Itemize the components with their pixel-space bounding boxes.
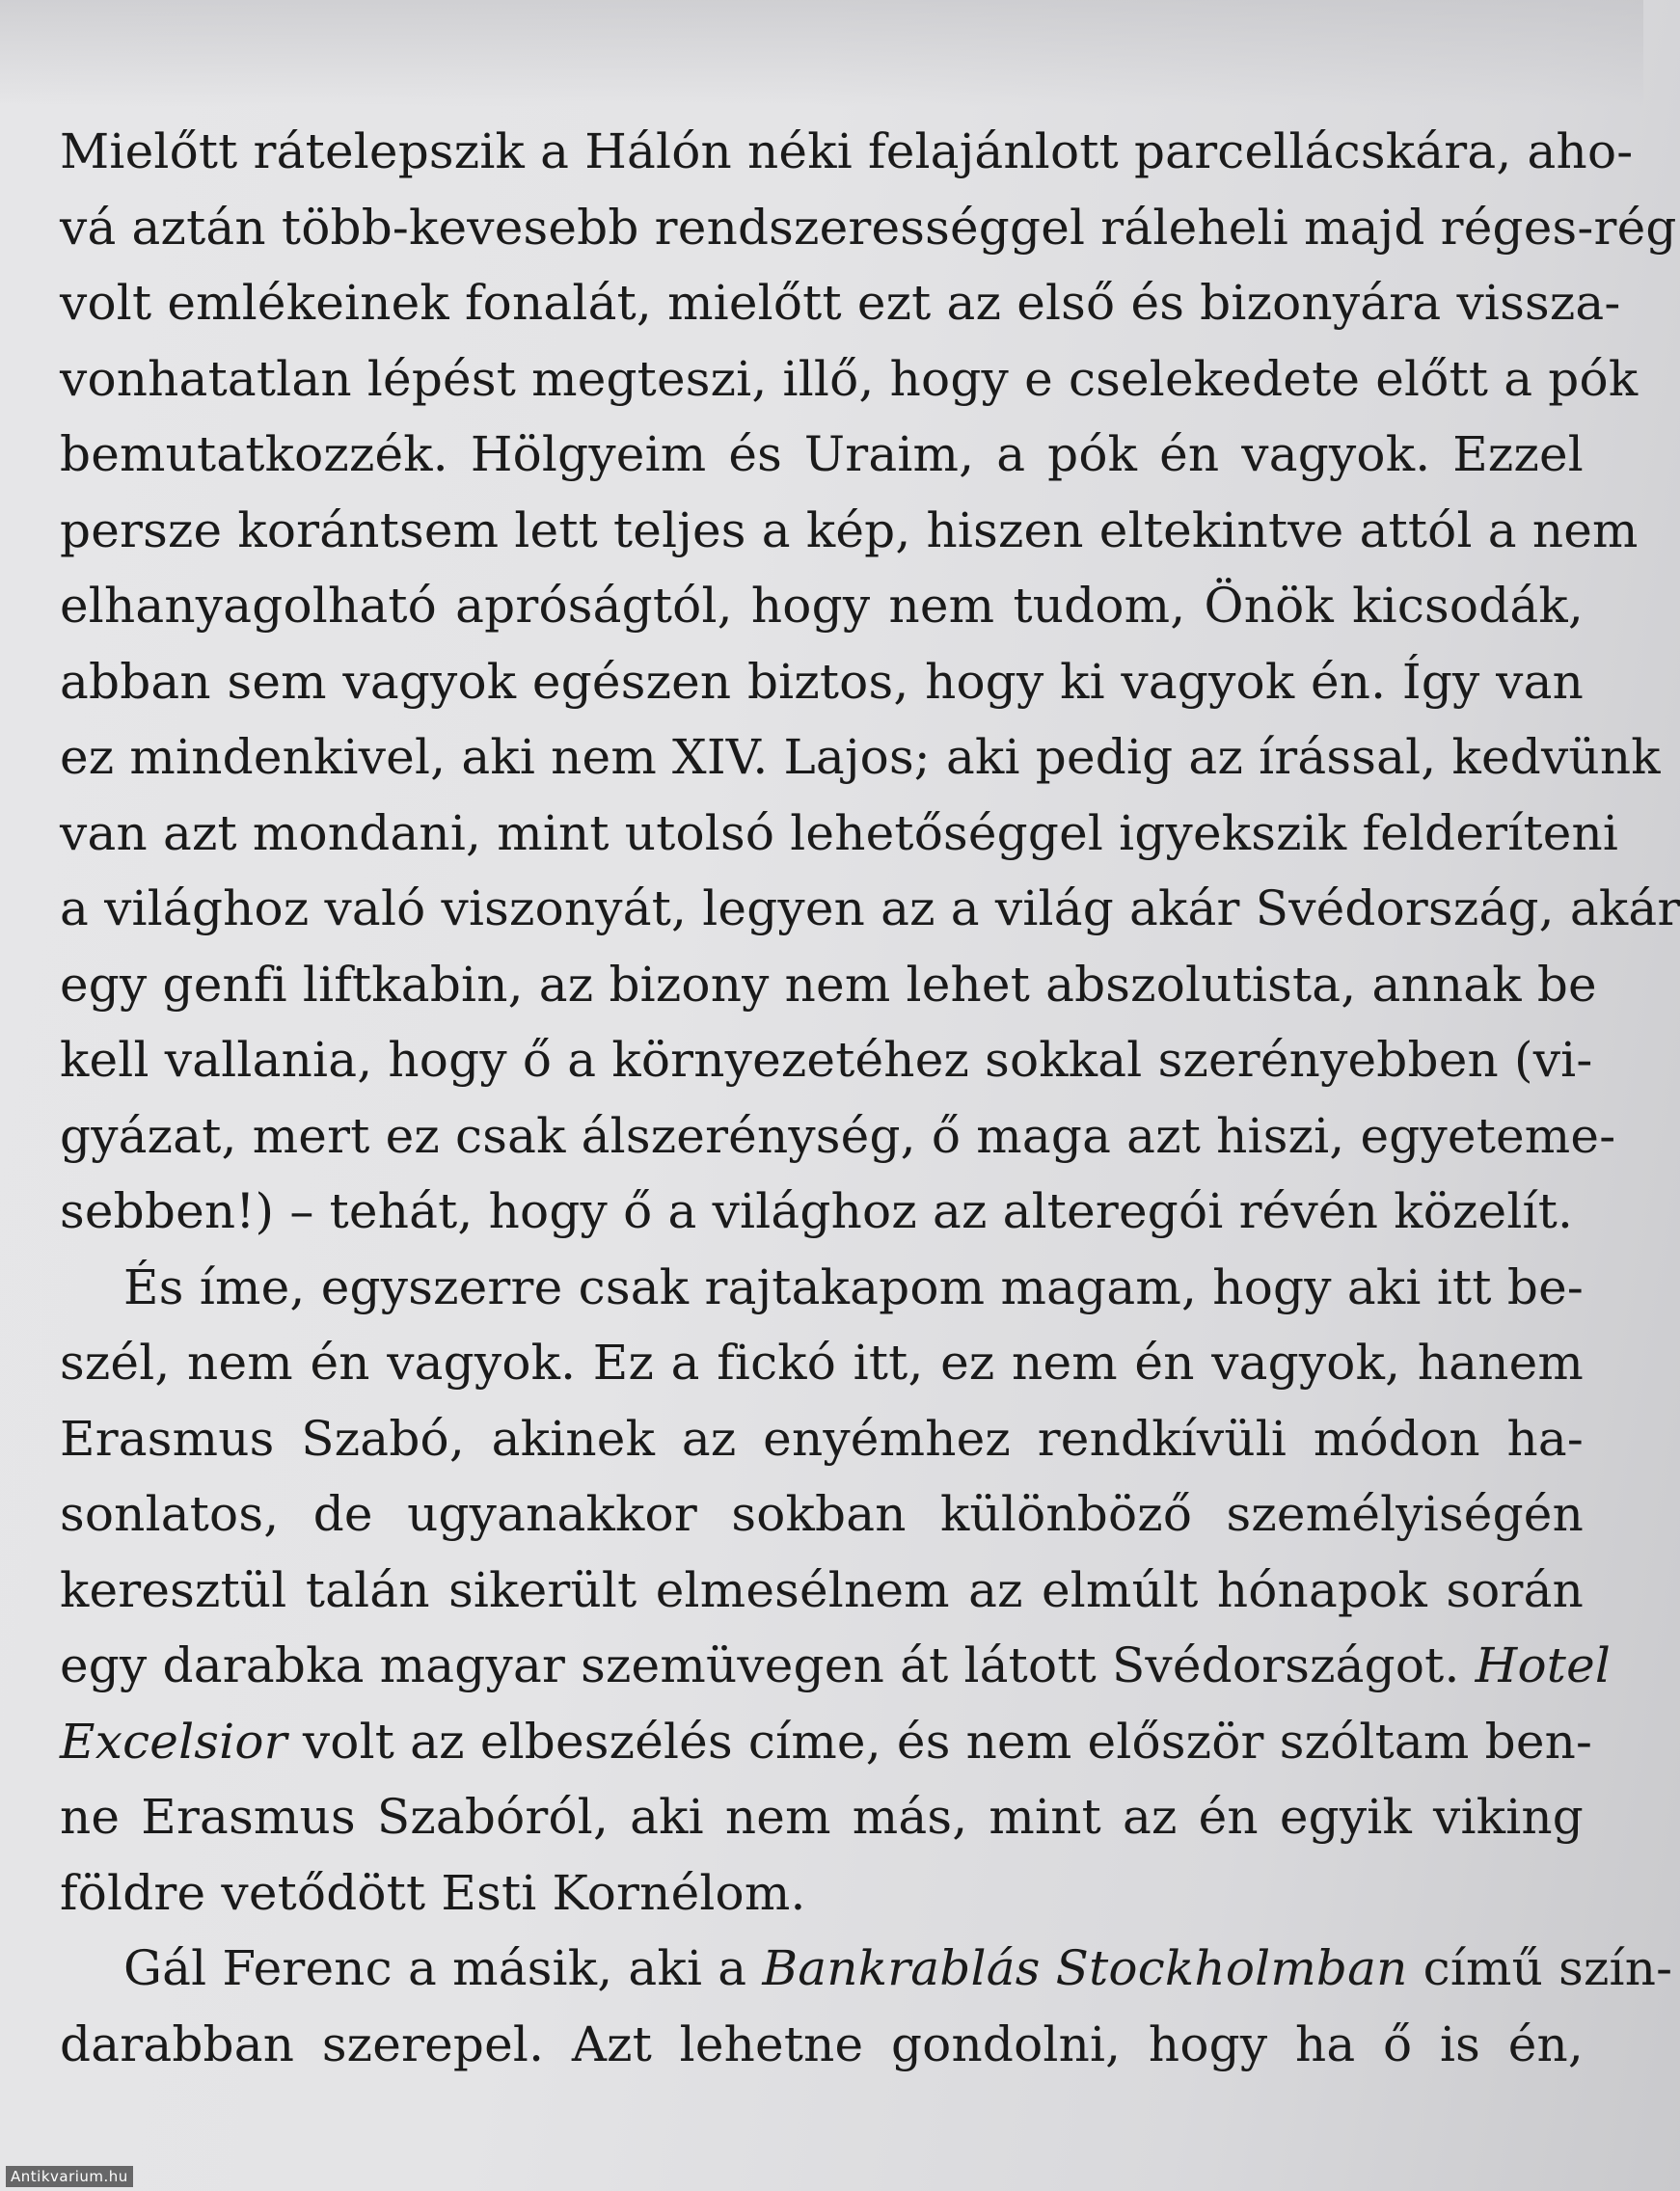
text-line: Mielőtt rátelepszik a Hálón néki felajánlott parcellácskára, aho-: [60, 123, 1634, 179]
text-line: ne Erasmus Szabóról, aki nem más, mint az én egyik viking: [60, 1789, 1584, 1845]
text-line: elhanyagolható apróságtól, hogy nem tudom, Önök kicsodák,: [60, 578, 1584, 634]
text-line: gyázat, mert ez csak álszerénység, ő maga azt hiszi, egyeteme-: [60, 1107, 1616, 1164]
text-line: Erasmus Szabó, akinek az enyémhez rendkívüli módon ha-: [60, 1410, 1584, 1467]
text-segment: volt az elbeszélés címe, és nem először szóltam ben-: [302, 1713, 1593, 1770]
italic-title: Bankrablás Stockholmban: [762, 1940, 1408, 1996]
text-segment: egy darabka magyar szemüvegen át látott Svédországot.: [60, 1637, 1460, 1693]
text-line: szél, nem én vagyok. Ez a fickó itt, ez nem én vagyok, hanem: [60, 1335, 1584, 1391]
page-body-text: [60, 114, 1680, 2082]
text-line: [60, 1931, 1673, 2007]
text-line: volt emlékeinek fonalát, mielőtt ezt az első és bizonyára vissza-: [60, 275, 1621, 331]
text-line: [60, 1628, 1612, 1704]
text-line: egy genfi liftkabin, az bizony nem lehet abszolutista, annak be: [60, 956, 1597, 1013]
text-line: abban sem vagyok egészen biztos, hogy ki vagyok én. Így van: [60, 653, 1584, 710]
bleed-through-shadow: [0, 0, 1643, 106]
text-line: van azt mondani, mint utolsó lehetőséggel igyekszik felderíteni: [60, 804, 1619, 861]
text-segment: című szín-: [1423, 1940, 1673, 1996]
italic-title: Hotel: [1475, 1637, 1612, 1693]
text-line: vonhatatlan lépést megteszi, illő, hogy e cselekedete előtt a pók: [60, 350, 1639, 407]
text-line: keresztül talán sikerült elmesélnem az elmúlt hónapok során: [60, 1561, 1584, 1618]
text-segment: Gál Ferenc a másik, aki a: [123, 1940, 747, 1996]
text-line: persze korántsem lett teljes a kép, hiszen eltekintve attól a nem: [60, 501, 1639, 558]
text-line: darabban szerepel. Azt lehetne gondolni, hogy ha ő is én,: [60, 2015, 1584, 2072]
text-line: [60, 1704, 1593, 1780]
text-line: sonlatos, de ugyanakkor sokban különböző személyiségén: [60, 1486, 1584, 1542]
text-line: És íme, egyszerre csak rajtakapom magam, hogy aki itt be-: [123, 1258, 1584, 1315]
italic-title: Excelsior: [60, 1713, 287, 1770]
watermark-logo: Antikvarium.hu: [6, 2166, 133, 2187]
text-line: bemutatkozzék. Hölgyeim és Uraim, a pók én vagyok. Ezzel: [60, 426, 1584, 482]
text-line: földre vetődött Esti Kornélom.: [60, 1864, 806, 1921]
text-line: ez mindenkivel, aki nem XIV. Lajos; aki pedig az írással, kedvünk: [60, 729, 1661, 785]
text-line: kell vallania, hogy ő a környezetéhez sokkal szerényebben (vi-: [60, 1032, 1593, 1088]
text-line: sebben!) – tehát, hogy ő a világhoz az alteregói révén közelít.: [60, 1183, 1574, 1239]
text-line: vá aztán több-kevesebb rendszerességgel ráleheli majd réges-rég: [60, 199, 1677, 256]
text-line: a világhoz való viszonyát, legyen az a világ akár Svédország, akár: [60, 880, 1680, 936]
